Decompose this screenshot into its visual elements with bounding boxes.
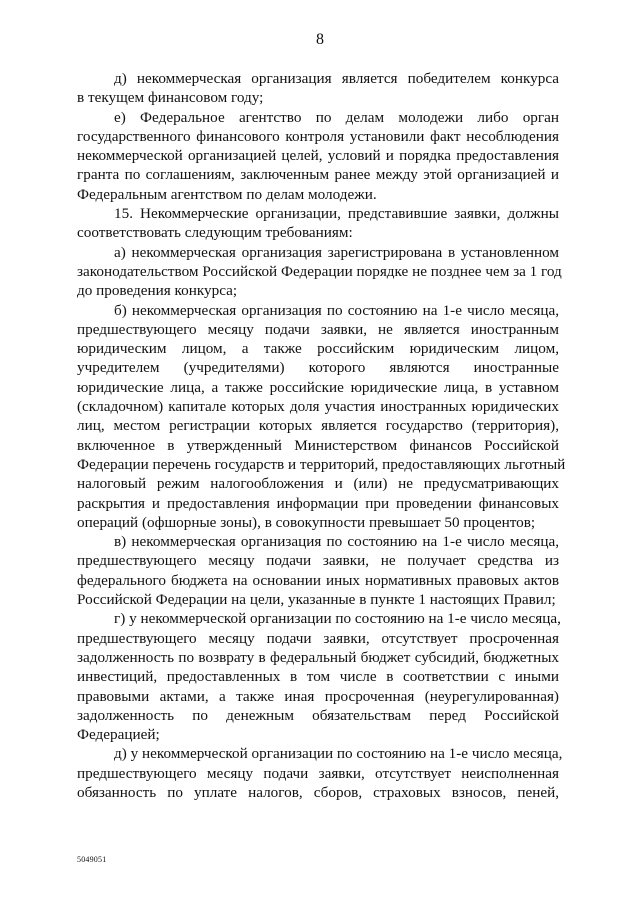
text-line: в) некоммерческая организация по состоянию на 1-е число месяца, [114,533,559,551]
text-line: инвестиций, предоставленных в том числе в соответствии с иными [77,668,559,686]
document-code: 5049051 [77,855,107,864]
text-line: задолженность по возврату в федеральный бюджет субсидий, бюджетных [77,648,559,666]
text-line: в текущем финансовом году; [77,89,264,107]
text-line: юридические лица, а также российские юридические лица, в уставном [77,378,559,396]
text-line: лиц, местом регистрации которых является государство (территория), [77,417,559,435]
text-line: предшествующего месяцу подачи заявки, не получает средства из [77,552,559,570]
text-line: законодательством Российской Федерации порядке не позднее чем за 1 год [77,262,562,280]
text-line: Федеральным агентством по делам молодежи. [77,185,377,203]
text-line: правовыми актами, а также иная просроченная (неурегулированная) [77,687,559,705]
text-line: обязанность по уплате налогов, сборов, страховых взносов, пеней, [77,783,559,801]
text-line: д) некоммерческая организация является победителем конкурса [114,70,559,87]
text-line: а) некоммерческая организация зарегистрирована в установленном [114,243,559,261]
text-line: включенное в утвержденный Министерством финансов Российской [77,436,559,454]
text-line: до проведения конкурса; [77,282,238,300]
text-line: учредителем (учредителями) которого являются иностранные [77,359,559,377]
text-line: е) Федеральное агентство по делам молодежи либо орган [114,108,559,126]
page-number: 8 [316,31,324,48]
text-line: задолженность по денежным обязательствам перед Российской [77,706,559,724]
text-line: г) у некоммерческой организации по состоянию на 1-е число месяца, [114,610,561,628]
text-line: гранта по соглашениям, заключенным ранее между этой организацией и [77,166,559,184]
text-line: налоговый режим налогообложения и (или) не предусматривающих [77,475,559,493]
text-line: 15. Некоммерческие организации, представившие заявки, должны [114,205,559,223]
text-line: некоммерческой организацией целей, условий и порядка предоставления [77,147,559,165]
text-line: предшествующего месяцу подачи заявки, не является иностранным [77,320,559,338]
document-body [77,69,566,802]
text-line: Федерации перечень государств и территорий, предоставляющих льготный [77,455,566,473]
text-line: предшествующего месяцу подачи заявки, отсутствует неисполненная [77,764,559,782]
text-line: предшествующего месяцу подачи заявки, отсутствует просроченная [77,629,559,647]
text-line: д) у некоммерческой организации по состоянию на 1-е число месяца, [114,745,563,763]
text-line: Федерацией; [77,726,160,744]
text-line: Российской Федерации на цели, указанные в пункте 1 настоящих Правил; [77,591,556,609]
text-line: государственного финансового контроля установили факт несоблюдения [77,127,559,145]
text-line: (складочном) капитале которых доля участия иностранных юридических [77,398,559,416]
text-line: юридическим лицом, а также российским юридическим лицом, [77,340,559,358]
text-line: раскрытия и предоставления информации при проведении финансовых [77,494,559,512]
text-line: федерального бюджета на основании иных нормативных правовых актов [77,571,559,589]
text-line: соответствовать следующим требованиям: [77,224,353,242]
text-line: б) некоммерческая организация по состоянию на 1-е число месяца, [114,301,559,319]
text-line: операций (офшорные зоны), в совокупности превышает 50 процентов; [77,513,536,531]
